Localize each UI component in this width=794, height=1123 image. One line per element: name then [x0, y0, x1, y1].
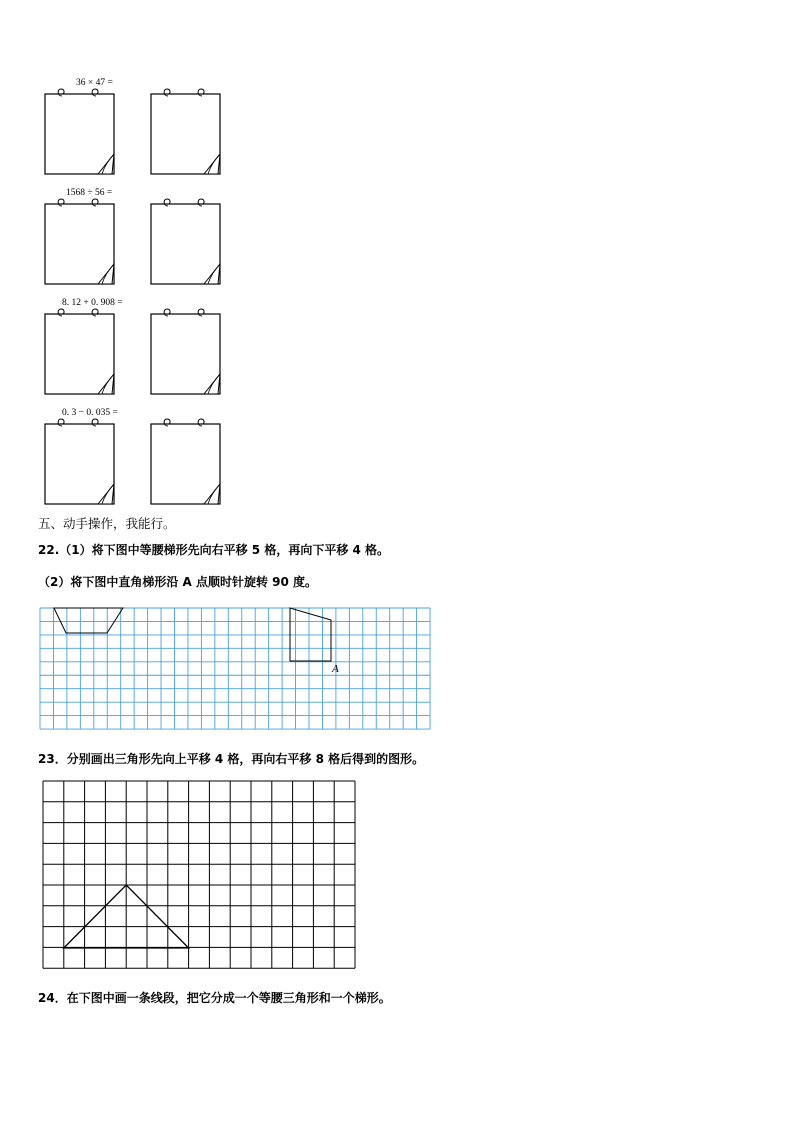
blue-square-grid[interactable]	[40, 608, 430, 732]
answer-pad[interactable]	[44, 88, 116, 176]
answer-pad[interactable]	[150, 418, 222, 506]
question-24: 24．在下图中画一条线段，把它分成一个等腰三角形和一个梯形。	[38, 991, 391, 1005]
section-heading: 五、动手操作，我能行。	[38, 516, 176, 531]
grid-lines	[43, 781, 355, 968]
answer-pad[interactable]	[44, 198, 116, 286]
point-a-label: A	[332, 663, 339, 675]
answer-pad[interactable]	[44, 308, 116, 396]
grid-lines	[40, 608, 430, 729]
calc-expression: 36 × 47 =	[76, 78, 113, 88]
question-22-part-1: 22.（1）将下图中等腰梯形先向右平移 5 格，再向下平移 4 格。	[38, 543, 390, 557]
answer-pad[interactable]	[150, 198, 222, 286]
question-23: 23．分别画出三角形先向上平移 4 格，再向右平移 8 格后得到的图形。	[38, 752, 425, 766]
answer-pad[interactable]	[150, 88, 222, 176]
isosceles-trapezoid	[54, 608, 123, 633]
calc-expression: 8. 12 + 0. 908 =	[62, 298, 123, 308]
calc-expression: 1568 ÷ 56 =	[66, 188, 113, 198]
answer-pad[interactable]	[44, 418, 116, 506]
calc-expression: 0. 3 − 0. 035 =	[62, 408, 118, 418]
question-22-part-2: （2）将下图中直角梯形沿 A 点顺时针旋转 90 度。	[38, 575, 318, 589]
answer-pad[interactable]	[150, 308, 222, 396]
black-square-grid[interactable]	[43, 781, 357, 971]
